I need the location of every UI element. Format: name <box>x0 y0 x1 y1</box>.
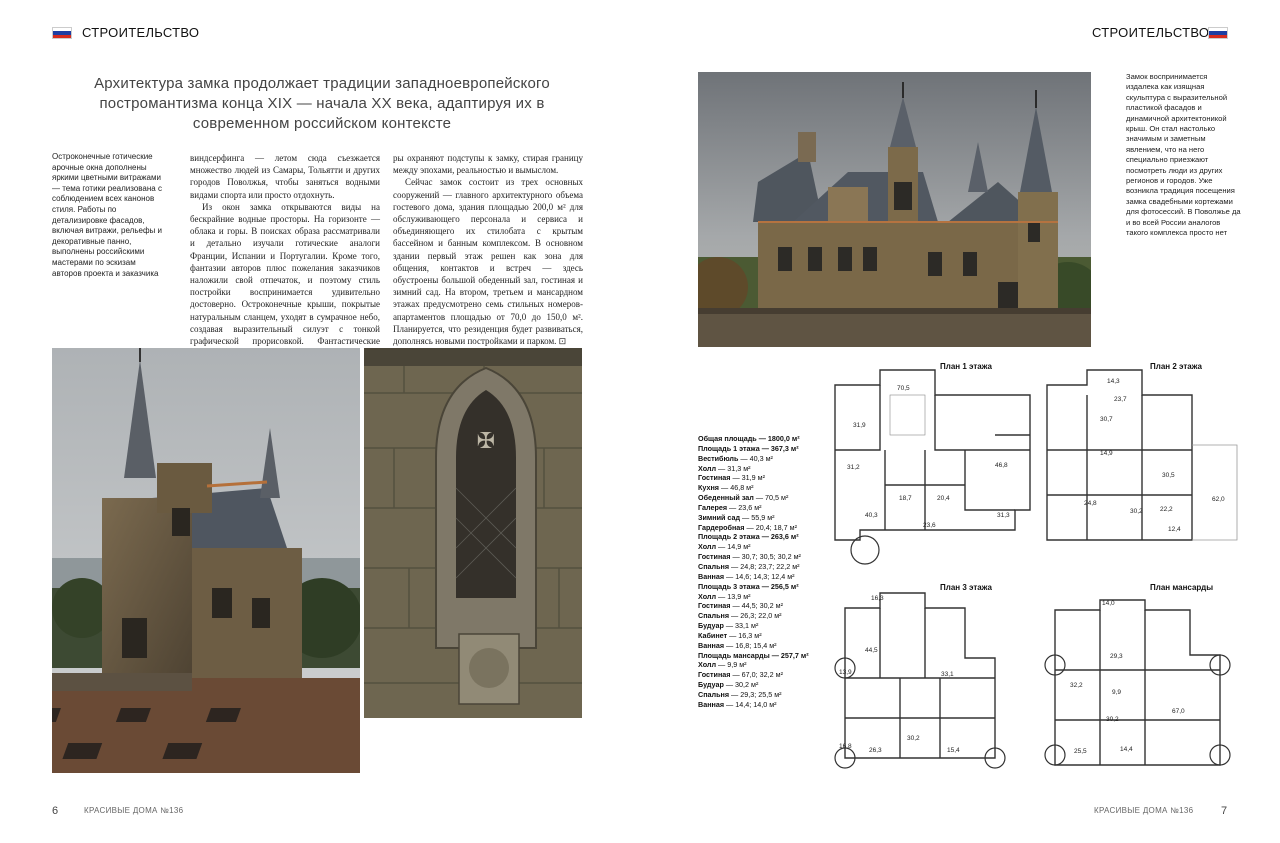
spec-row <box>698 444 828 454</box>
svg-text:✠: ✠ <box>476 429 496 454</box>
article-headline: Архитектура замка продолжает традиции западноевропейского постромантизма конца XIX — начала XX века, адаптируя их в современном российском контексте <box>94 75 550 132</box>
spec-value: — 67,0; 32,2 м² <box>730 670 783 680</box>
spec-value: — 31,3 м² <box>716 463 751 473</box>
spec-label: Будуар <box>698 621 724 631</box>
spec-label: Обеденный зал <box>698 493 754 503</box>
spec-row <box>698 523 828 533</box>
spec-value: — 14,6; 14,3; 12,4 м² <box>724 571 795 581</box>
plan2-label: 23,7 <box>1114 396 1127 403</box>
plan1-label: 20,4 <box>937 495 950 502</box>
spec-label: Холл <box>698 591 717 601</box>
spec-row <box>698 464 828 474</box>
left-caption: Остроконечные готические арочные окна дополнены яркими цветными витражами — тема готики реализована с соблюдением всех канонов стиля. Работы по детализировке фасадов, включая витражи, рельефы и декоративные панно, выполнены российскими мастерами по эскизам авторов проекта и заказчика <box>52 152 162 278</box>
spec-row <box>698 651 828 661</box>
spec-row <box>698 562 828 572</box>
spec-value: — 46,8 м² <box>719 483 754 493</box>
plan1-label: 23,6 <box>923 522 936 529</box>
spec-value: — 44,5; 30,2 м² <box>730 601 783 611</box>
floor-plan-2 <box>1042 365 1242 545</box>
paragraph: ры охраняют подступы к замку, стирая границу между эпохами, реальностью и вымыслом. <box>393 153 583 176</box>
area-specs-list <box>698 434 828 710</box>
spec-row <box>698 513 828 523</box>
spec-value: — 16,8; 15,4 м² <box>724 640 777 650</box>
spec-row <box>698 690 828 700</box>
spec-label: Ванная <box>698 640 725 650</box>
spec-row <box>698 680 828 690</box>
floor-plan-4 <box>1040 595 1235 775</box>
plan3-label: 33,1 <box>941 671 954 678</box>
spec-value: — 20,4; 18,7 м² <box>744 522 798 532</box>
spec-row <box>698 601 828 611</box>
spec-value: — 23,6 м² <box>727 502 762 512</box>
paragraph: Сейчас замок состоит из трех основных сооружений — главного архитектурного объема гостевого дома, здания площадью 200,0 м² для обслуживающего персонала и сервиса и объединяющего их стилобата с крытым бассейном и банным комплексом. В основном здании первый этаж решен как зона для общения, контактов и встреч — здесь обустроены большой обеденный зал, гостиная и зимний сад. На втором, третьем и мансардном этажах предусмотрено семь стильных номеров-апартаментов площадью от 70,0 до 150,0 м². Планируется, что резиденция будет развиваться, дополнясь новыми постройками и парком. ⊡ <box>393 177 583 347</box>
spec-value: — 26,3; 22,0 м² <box>729 611 782 621</box>
plan2-label: 12,4 <box>1168 526 1181 533</box>
spec-row <box>698 532 828 542</box>
spec-row <box>698 582 828 592</box>
plan4-label: 30,2 <box>1106 716 1119 723</box>
spec-value: — 31,9 м² <box>730 473 765 483</box>
spec-label: Спальня <box>698 611 730 621</box>
spec-value: — 24,8; 23,7; 22,2 м² <box>729 561 800 571</box>
plan-title-4: План мансарды <box>1150 583 1214 592</box>
spec-value: — 13,9 м² <box>716 591 751 601</box>
spec-label: Площадь 2 этажа <box>698 532 760 542</box>
body-column-2 <box>393 152 583 347</box>
plan2-label: 30,7 <box>1100 416 1113 423</box>
spec-label: Площадь 3 этажа <box>698 581 760 591</box>
spec-row <box>698 611 828 621</box>
plan-title-3: План 3 этажа <box>940 583 992 592</box>
spec-row <box>698 503 828 513</box>
spec-value: — 40,3 м² <box>738 453 773 463</box>
plan3-label: 16,3 <box>871 595 884 602</box>
plan2-label: 22,2 <box>1160 506 1173 513</box>
spec-row <box>698 700 828 710</box>
plan4-label: 9,9 <box>1112 689 1122 696</box>
spec-row <box>698 473 828 483</box>
spec-label: Будуар <box>698 680 724 690</box>
spec-value: — 30,2 м² <box>723 680 759 690</box>
plan2-label: 30,5 <box>1162 472 1175 479</box>
spec-label: Гостиная <box>698 473 731 483</box>
plan2-label: 30,2 <box>1130 508 1143 515</box>
spec-row <box>698 621 828 631</box>
magazine-name-left: КРАСИВЫЕ ДОМА №136 <box>84 806 184 815</box>
spec-value: — 1800,0 м² <box>756 434 800 443</box>
right-caption: Замок воспринимается издалека как изящная скульптура с выразительной пластикой фасадов и динамичной архитектоникой крыш. Он стал настолько значимым и заметным явлением, что на него специально приезжают посмотреть люди из других регионов и городов. Уже возникла традиция посещения замка свадебными кортежами для фотосессий. В Поволжье да и во всей России аналогов такого комплекса просто нет <box>1126 72 1241 238</box>
magazine-name-right: КРАСИВЫЕ ДОМА №136 <box>1094 806 1194 815</box>
paragraph: виндсерфинга — летом сюда съезжается множество людей из Самары, Тольятти и других городов Поволжья, чтобы заняться водными видами спорта или просто отдохнуть. <box>190 153 380 200</box>
page-number-right: 7 <box>1221 805 1228 817</box>
plan3-label: 16,8 <box>839 743 852 750</box>
spec-value: — 9,9 м² <box>716 660 747 670</box>
plan3-label: 13,9 <box>839 669 852 676</box>
plan4-label: 67,0 <box>1172 708 1185 715</box>
spec-label: Спальня <box>698 689 730 699</box>
plan1-label: 46,8 <box>995 462 1008 469</box>
gothic-window-photo <box>364 348 582 718</box>
floor-plan-3 <box>825 588 1015 776</box>
spec-label: Площадь 1 этажа <box>698 443 760 453</box>
plan1-label: 31,2 <box>847 464 860 471</box>
spec-label: Вестибюль <box>698 453 739 463</box>
plan-title-1: План 1 этажа <box>940 362 992 371</box>
spec-value: — 257,7 м² <box>769 650 809 660</box>
spec-label: Общая площадь <box>698 434 757 443</box>
spec-value: — 263,6 м² <box>759 532 799 542</box>
spec-row <box>698 631 828 641</box>
plan4-label: 14,0 <box>1102 600 1115 607</box>
plan3-label: 30,2 <box>907 735 920 742</box>
spec-row <box>698 670 828 680</box>
spec-value: — 29,3; 25,5 м² <box>729 689 782 699</box>
spec-label: Ванная <box>698 571 725 581</box>
plan2-label: 14,9 <box>1100 450 1113 457</box>
plan4-label: 25,5 <box>1074 748 1087 755</box>
floor-plan-1 <box>825 365 1040 570</box>
spec-label: Зимний сад <box>698 512 741 522</box>
spec-label: Кухня <box>698 483 720 493</box>
spec-label: Ванная <box>698 699 725 709</box>
plan1-label: 31,9 <box>853 422 866 429</box>
plan3-label: 26,3 <box>869 747 882 754</box>
plan3-label: 44,5 <box>865 647 878 654</box>
spec-row <box>698 434 828 444</box>
spec-row <box>698 660 828 670</box>
plan1-label: 40,3 <box>865 512 878 519</box>
spec-label: Гостиная <box>698 670 731 680</box>
section-title-right: СТРОИТЕЛЬСТВО <box>1092 25 1210 40</box>
spec-row <box>698 542 828 552</box>
plan-title-2: План 2 этажа <box>1150 362 1202 371</box>
plan1-label: 31,3 <box>997 512 1010 519</box>
spec-label: Холл <box>698 660 717 670</box>
section-title-left: СТРОИТЕЛЬСТВО <box>82 25 200 40</box>
plan2-label: 62,0 <box>1212 496 1225 503</box>
russian-flag-icon <box>1208 27 1228 39</box>
page-number-left: 6 <box>52 805 59 817</box>
plan1-label: 18,7 <box>899 495 912 502</box>
plan2-label: 14,3 <box>1107 378 1120 385</box>
plan4-label: 29,3 <box>1110 653 1123 660</box>
spec-row <box>698 552 828 562</box>
spec-label: Гардеробная <box>698 522 745 532</box>
plan4-label: 32,2 <box>1070 682 1083 689</box>
spec-label: Гостиная <box>698 601 731 611</box>
spec-row <box>698 483 828 493</box>
spec-value: — 33,1 м² <box>723 621 759 631</box>
spec-row <box>698 493 828 503</box>
spec-row <box>698 572 828 582</box>
spec-value: — 55,9 м² <box>740 512 775 522</box>
castle-main-photo <box>698 72 1091 347</box>
spec-row <box>698 592 828 602</box>
spec-label: Холл <box>698 542 717 552</box>
spec-value: — 367,3 м² <box>759 443 799 453</box>
plan4-label: 14,4 <box>1120 746 1133 753</box>
spec-label: Кабинет <box>698 630 728 640</box>
spec-row <box>698 454 828 464</box>
spec-label: Площадь мансарды <box>698 650 770 660</box>
russian-flag-icon <box>52 27 72 39</box>
castle-tower-photo <box>52 348 360 773</box>
body-column-1 <box>190 152 380 359</box>
spec-value: — 30,7; 30,5; 30,2 м² <box>730 552 801 562</box>
spec-value: — 14,9 м² <box>716 542 751 552</box>
spec-value: — 70,5 м² <box>753 493 789 503</box>
spec-value: — 14,4; 14,0 м² <box>724 699 777 709</box>
spec-value: — 16,3 м² <box>727 630 762 640</box>
spec-label: Холл <box>698 463 717 473</box>
plan2-label: 24,8 <box>1084 500 1097 507</box>
spec-label: Галерея <box>698 502 728 512</box>
paragraph: Из окон замка открываются виды на бескрайние водные просторы. На горизонте — облака и горы. В поисках образа рассматривали и детально изучали готические аналоги Франции, Испании и Португалии. Кроме того, фантазии авторов плюс пожелания заказчиков наложили свой отпечаток, и поэтому стиль постройки воспринимается удивительно достоверно. Остроконечные крыши, покрытые натуральным сланцем, уходят в сумрачное небо, создавая выразительный силуэт с тонкой графической прорисовкой. Фантастические <box>190 201 380 347</box>
spec-row <box>698 641 828 651</box>
plan3-label: 15,4 <box>947 747 960 754</box>
spec-label: Гостиная <box>698 552 731 562</box>
spec-label: Спальня <box>698 561 730 571</box>
plan1-label: 70,5 <box>897 385 910 392</box>
spec-value: — 256,5 м² <box>759 581 799 591</box>
